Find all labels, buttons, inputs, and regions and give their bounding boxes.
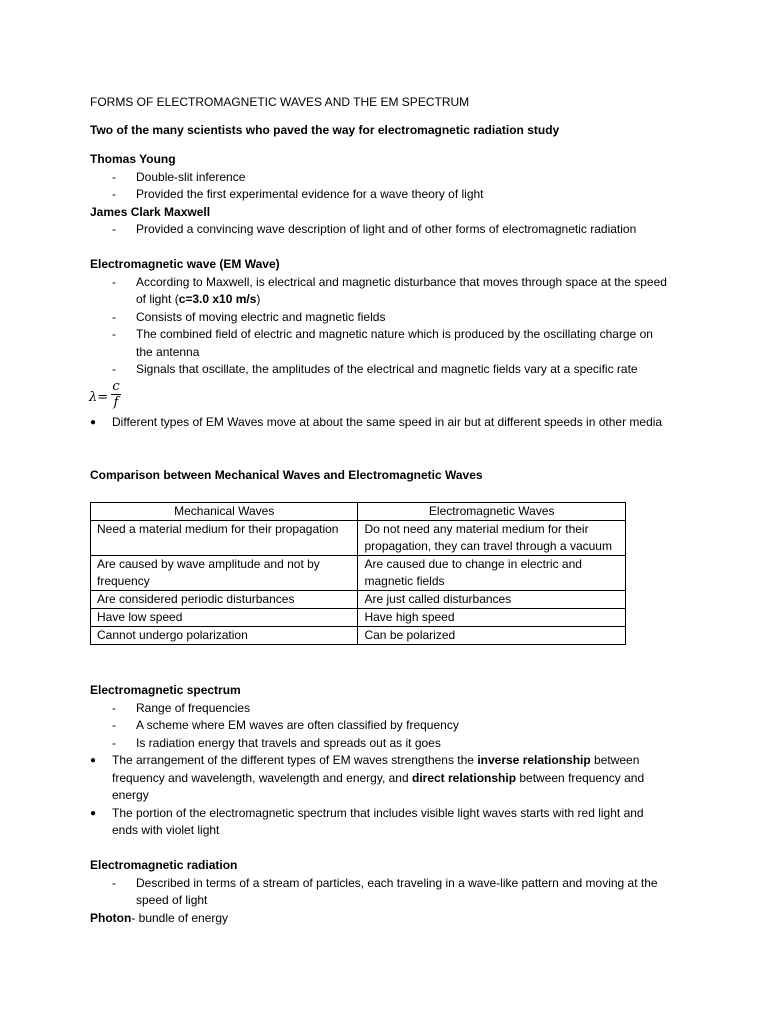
list-item-text: Is radiation energy that travels and spreads out as it goes (136, 735, 441, 750)
bullet-item (90, 752, 670, 805)
list-item-text: The combined field of electric and magnetic nature which is produced by the oscillating charge on the antenna (136, 327, 653, 359)
document-title (90, 94, 670, 112)
table-row (91, 591, 626, 609)
comparison-table (90, 502, 626, 645)
formula-fraction (111, 379, 121, 410)
list-item (90, 717, 670, 735)
table-cell: Are just called disturbances (358, 591, 626, 609)
spectrum-list (90, 700, 670, 753)
photon-term: Photon (90, 910, 132, 925)
radiation-section (90, 857, 670, 927)
table-cell: Have low speed (91, 609, 358, 627)
table-cell: Need a material medium for their propagation (91, 521, 358, 556)
list-item (90, 875, 670, 910)
young-list (90, 169, 670, 204)
maxwell-list (90, 221, 670, 239)
bullet-item (90, 414, 670, 432)
bullet-text: Different types of EM Waves move at about the same speed in air but at different speeds in other media (112, 415, 663, 429)
emphasis-text: direct relationship (412, 770, 517, 785)
list-item (90, 326, 670, 361)
list-item (90, 735, 670, 753)
bullet-text: between frequency and energy (112, 770, 645, 802)
speed-of-light-value: c=3.0 x10 m/s (178, 292, 257, 306)
bullet-text: The portion of the electromagnetic spectrum that includes visible light waves starts with red light and ends with violet light (112, 805, 644, 837)
dash-marker: - (112, 327, 116, 341)
list-item-text: Consists of moving electric and magnetic fields (136, 309, 386, 324)
bullet-item (90, 805, 670, 840)
table-row (91, 609, 626, 627)
table-row (91, 556, 626, 591)
column-header: Electromagnetic Waves (358, 503, 626, 521)
list-item-text: Provided a convincing wave description of light and of other forms of electromagnetic radiation (136, 222, 637, 236)
table-cell: Cannot undergo polarization (91, 627, 358, 645)
table-cell: Can be polarized (358, 627, 626, 645)
dash-marker: - (112, 362, 116, 376)
column-header: Mechanical Waves (91, 503, 358, 521)
bullet-marker: ● (90, 807, 97, 819)
intro-heading: Two of the many scientists who paved the way for electromagnetic radiation study (90, 123, 560, 137)
title-text: FORMS OF ELECTROMAGNETIC WAVES AND THE EM SPECTRUM (90, 95, 470, 109)
table-row (91, 627, 626, 645)
formula-lhs: λ= (89, 390, 109, 405)
radiation-heading: Electromagnetic radiation (90, 858, 238, 872)
table-row (91, 521, 626, 556)
em-wave-section (90, 256, 670, 379)
table-cell: Do not need any material medium for their propagation, they can travel through a vacuum (358, 521, 626, 556)
list-item-text: Described in terms of a stream of particles, each traveling in a wave-like pattern and moving at the speed of light (136, 875, 658, 907)
list-item (90, 309, 670, 327)
list-item-text: Double-slit inference (136, 169, 246, 184)
em-wave-list (90, 274, 670, 379)
list-item-text: According to Maxwell, is electrical and magnetic disturbance that moves through space at the speed of light ( (136, 274, 667, 306)
dash-marker: - (112, 309, 116, 324)
table-cell: Are caused by wave amplitude and not by frequency (91, 556, 358, 591)
table-header-row (91, 503, 626, 521)
list-item-text: Range of frequencies (136, 700, 251, 715)
formula-denominator: f (113, 395, 119, 410)
dash-marker: - (112, 169, 116, 184)
table-cell: Have high speed (358, 609, 626, 627)
dash-marker: - (112, 274, 116, 289)
emphasis-text: inverse relationship (477, 753, 591, 767)
bullet-marker: ● (90, 755, 97, 766)
list-item-text: ) (256, 292, 261, 306)
spectrum-heading: Electromagnetic spectrum (90, 683, 241, 697)
table-cell: Are considered periodic disturbances (91, 591, 358, 609)
list-item (90, 700, 670, 718)
radiation-list (90, 875, 670, 910)
maxwell-name: James Clark Maxwell (90, 204, 211, 219)
dash-marker: - (112, 875, 116, 890)
dash-marker: - (112, 222, 116, 236)
list-item (90, 169, 670, 187)
bullet-marker: ● (90, 417, 97, 428)
list-item (90, 361, 670, 379)
list-item (90, 186, 670, 204)
bullet-text: The arrangement of the different types of EM waves strengthens the (112, 753, 478, 767)
dash-marker: - (112, 187, 116, 201)
em-wave-heading: Electromagnetic wave (EM Wave) (90, 257, 280, 271)
list-item (90, 274, 670, 309)
photon-definition-text: - bundle of energy (131, 910, 229, 925)
dash-marker: - (112, 735, 116, 750)
list-item-text: A scheme where EM waves are often classified by frequency (136, 718, 459, 732)
photon-definition (90, 910, 670, 928)
young-name: Thomas Young (90, 152, 176, 166)
dash-marker: - (112, 700, 116, 715)
list-item (90, 221, 670, 239)
list-item-text: Signals that oscillate, the amplitudes of the electrical and magnetic fields vary at a specific rate (136, 362, 638, 376)
dash-marker: - (112, 718, 116, 732)
formula-numerator: c (112, 379, 120, 394)
em-wave-bullet (90, 414, 670, 432)
spectrum-section (90, 682, 670, 840)
comparison-heading: Comparison between Mechanical Waves and Electromagnetic Waves (90, 468, 483, 482)
young-section (90, 151, 670, 239)
list-item-text: Provided the first experimental evidence for a wave theory of light (136, 187, 484, 201)
table-cell: Are caused due to change in electric and magnetic fields (358, 556, 626, 591)
bullet-text: between frequency and wavelength, wavelength and energy, and (112, 753, 640, 785)
